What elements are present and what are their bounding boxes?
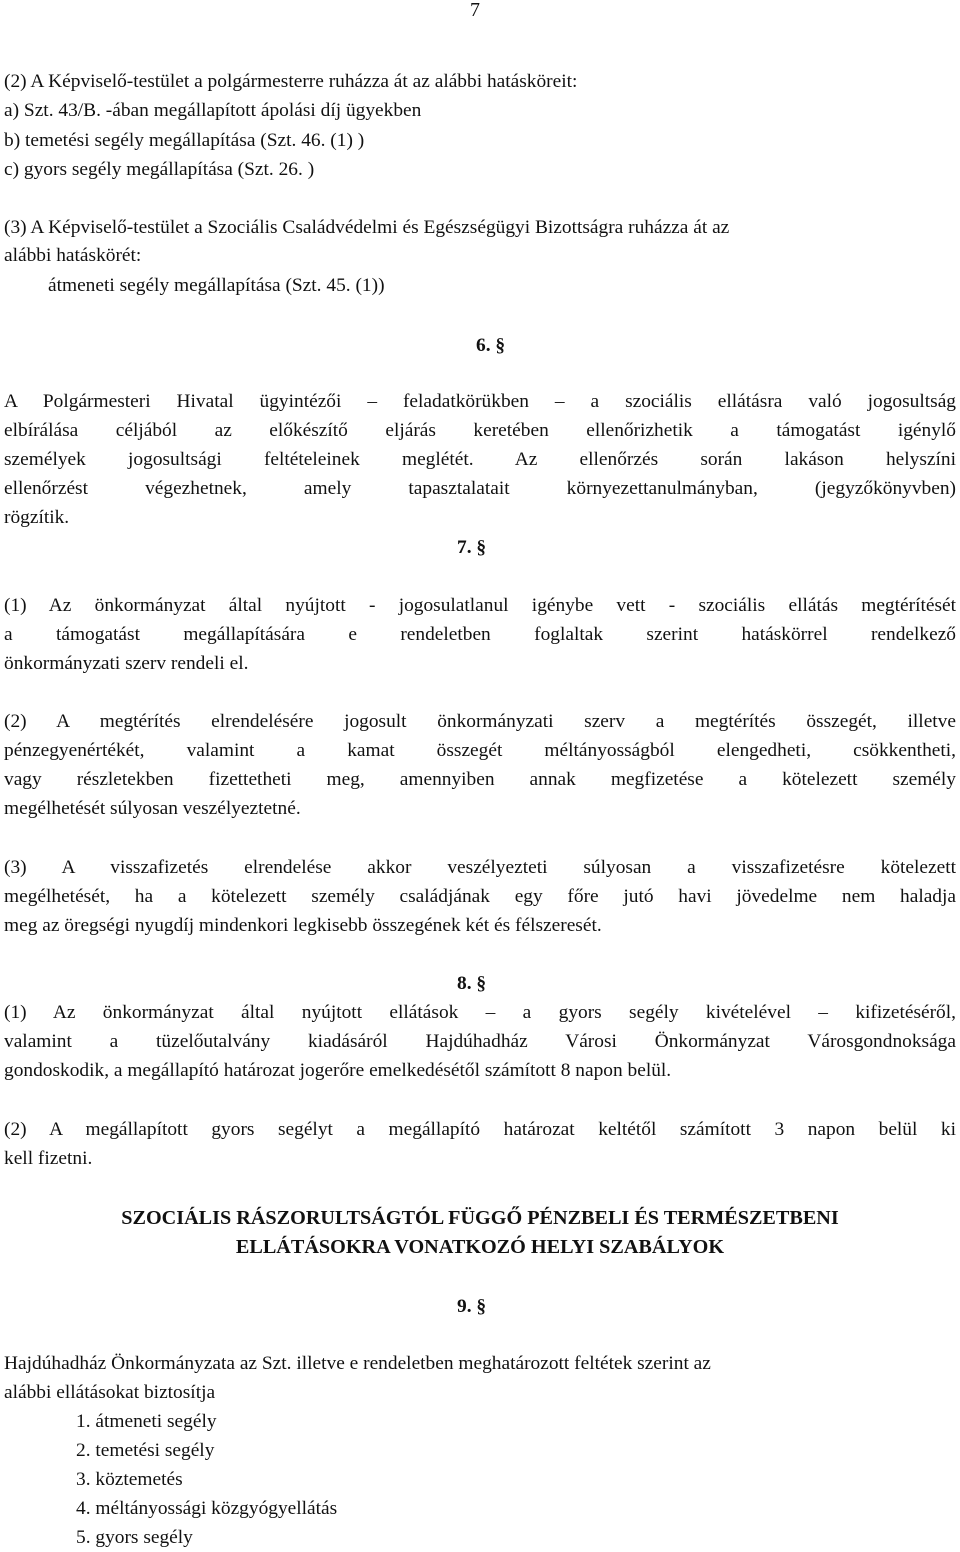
- paragraph-3-line-1: (3) A Képviselő-testület a Szociális Családvédelmi és Egészségügyi Bizottságra ruházza át az: [4, 217, 730, 238]
- section-6-line-2: elbírálása céljából az előkészítő eljárás keretében ellenőrizhetik a támogatást igénylő: [4, 420, 956, 441]
- section-8-p2-line-2: kell fizetni.: [4, 1148, 93, 1169]
- section-9-intro-line-1: Hajdúhadház Önkormányzata az Szt. illetve e rendeletben meghatározott feltétek szerint az: [4, 1353, 711, 1374]
- section-8-p2-line-1: (2) A megállapított gyors segélyt a megállapító határozat keltétől számított 3 napon belül ki: [4, 1119, 956, 1140]
- benefit-list-item: 3. köztemetés: [76, 1469, 183, 1490]
- section-6-line-4: ellenőrzést végezhetnek, amely tapasztalatait környezettanulmányban, (jegyzőkönyvben): [4, 478, 956, 499]
- chapter-title-line-2: ELLÁTÁSOKRA VONATKOZÓ HELYI SZABÁLYOK: [235, 1236, 725, 1258]
- section-6-heading: 6. §: [476, 335, 506, 356]
- paragraph-3-line-2: alábbi hatáskörét:: [4, 245, 142, 266]
- section-9-heading: 9. §: [457, 1296, 487, 1317]
- benefit-list-item: 2. temetési segély: [76, 1440, 215, 1461]
- page-number: 7: [470, 0, 480, 21]
- chapter-title-line-1: SZOCIÁLIS RÁSZORULTSÁGTÓL FÜGGŐ PÉNZBELI ÉS TERMÉSZETBENI: [121, 1207, 839, 1229]
- section-7-p3-line-3: meg az öregségi nyugdíj mindenkori legkisebb összegének két és félszeresét.: [4, 915, 602, 936]
- section-6-line-1: A Polgármesteri Hivatal ügyintézői – feladatkörükben – a szociális ellátásra való jogosultság: [4, 391, 956, 412]
- benefit-list-item: 1. átmeneti segély: [76, 1411, 217, 1432]
- section-9-intro-line-2: alábbi ellátásokat biztosítja: [4, 1382, 216, 1403]
- section-7-p2-line-2: pénzegyenértékét, valamint a kamat összegét méltányosságból elengedheti, csökkentheti,: [4, 740, 956, 761]
- section-7-p3-line-1: (3) A visszafizetés elrendelése akkor veszélyezteti súlyosan a visszafizetésre kötelezett: [4, 857, 956, 878]
- section-7-p3-line-2: megélhetését, ha a kötelezett személy családjának egy főre jutó havi jövedelme nem haladja: [4, 886, 956, 907]
- section-6-line-5: rögzítik.: [4, 507, 70, 528]
- paragraph-3-item: átmeneti segély megállapítása (Szt. 45. (1)): [48, 275, 385, 296]
- section-7-p2-line-4: megélhetését súlyosan veszélyeztetné.: [4, 798, 301, 819]
- section-8-heading: 8. §: [457, 973, 487, 994]
- list-item-a: a) Szt. 43/B. -ában megállapított ápolási díj ügyekben: [4, 100, 422, 121]
- list-item-b: b) temetési segély megállapítása (Szt. 46. (1) ): [4, 130, 365, 151]
- section-8-p1-line-3: gondoskodik, a megállapító határozat jogerőre emelkedésétől számított 8 napon belül.: [4, 1060, 672, 1081]
- section-7-p2-line-1: (2) A megtérítés elrendelésére jogosult önkormányzati szerv a megtérítés összegét, illetve: [4, 711, 956, 732]
- section-7-p1-line-1: (1) Az önkormányzat által nyújtott - jogosulatlanul igénybe vett - szociális ellátás megtérítését: [4, 595, 956, 616]
- benefit-list-item: 4. méltányossági közgyógyellátás: [76, 1498, 338, 1519]
- section-7-p2-line-3: vagy részletekben fizettetheti meg, amennyiben annak megfizetése a kötelezett személy: [4, 769, 956, 790]
- section-7-p1-line-3: önkormányzati szerv rendeli el.: [4, 653, 249, 674]
- paragraph-2-intro: (2) A Képviselő-testület a polgármesterre ruházza át az alábbi hatásköreit:: [4, 71, 578, 92]
- benefit-list-item: 5. gyors segély: [76, 1527, 193, 1548]
- section-8-p1-line-2: valamint a tüzelőutalvány kiadásáról Hajdúhadház Városi Önkormányzat Városgondnoksága: [4, 1031, 956, 1052]
- section-7-p1-line-2: a támogatást megállapítására e rendeletben foglaltak szerint hatáskörrel rendelkező: [4, 624, 956, 645]
- list-item-c: c) gyors segély megállapítása (Szt. 26. ): [4, 159, 315, 180]
- section-8-p1-line-1: (1) Az önkormányzat által nyújtott ellátások – a gyors segély kivételével – kifizetéséről,: [4, 1002, 956, 1023]
- section-6-line-3: személyek jogosultsági feltételeinek meglétét. Az ellenőrzés során lakáson helyszíni: [4, 449, 956, 470]
- section-7-heading: 7. §: [457, 537, 487, 558]
